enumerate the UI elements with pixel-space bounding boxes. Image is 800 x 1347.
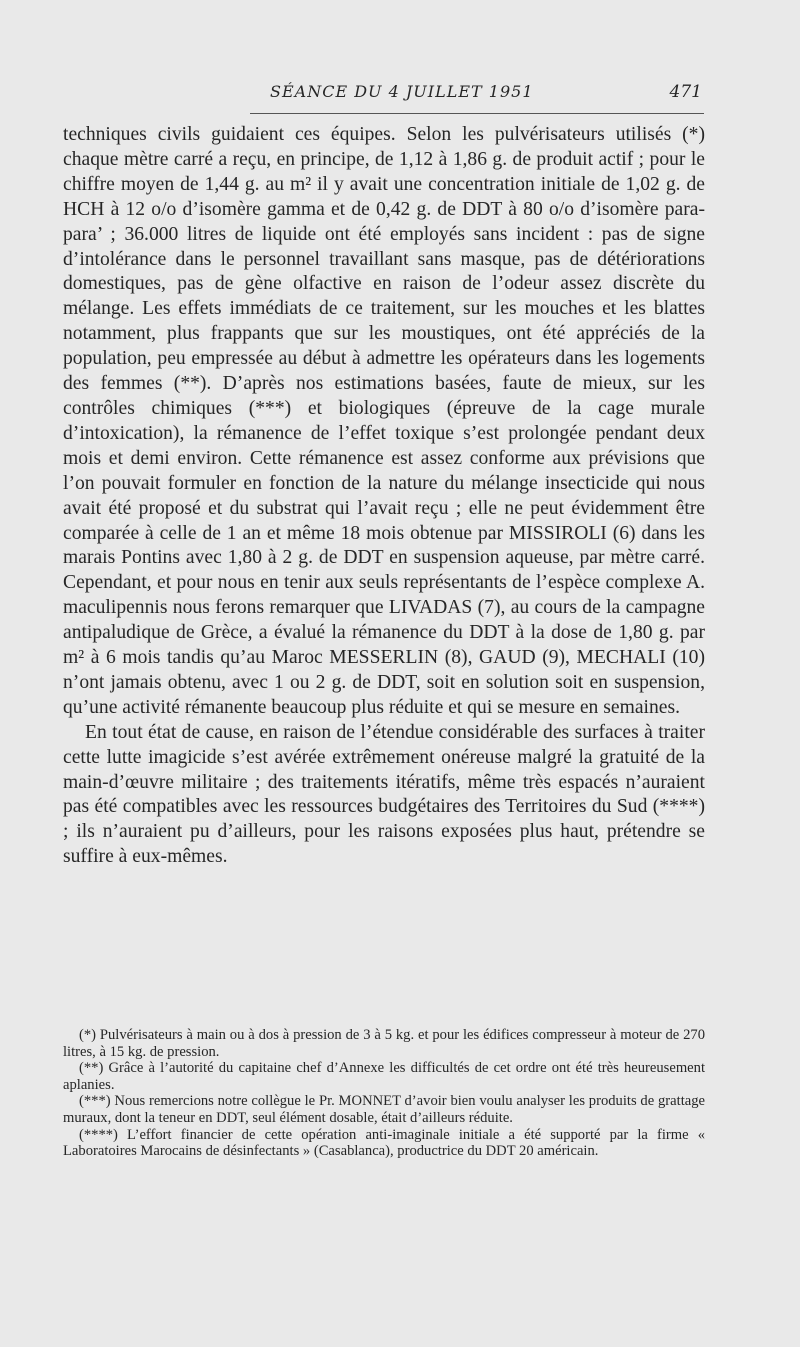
page-number: 471 <box>669 82 702 102</box>
footnote-4: (****) L’effort financier de cette opération anti-imaginale initiale a été supporté par la firme « Laboratoires Marocains de désinfectants » (Casablanca), productrice du DDT 20 américain. <box>63 1126 705 1160</box>
footnote-3: (***) Nous remercions notre collègue le Pr. MONNET d’avoir bien voulu analyser les produits de grattage muraux, dont la teneur en DDT, seul élément dosable, était d’ailleurs réduite. <box>63 1093 705 1126</box>
body-text <box>63 123 705 870</box>
paragraph-1: techniques civils guidaient ces équipes. Selon les pulvérisateurs utilisés (*) chaque mètre carré a reçu, en principe, de 1,12 à 1,86 g. de produit actif ; pour le chiffre moyen de 1,44 g. au m² il y avait une concentration initiale de 1,02 g. de HCH à 12 o/o d’isomère gamma et de 0,42 g. de DDT à 80 o/o d’isomère para-para’ ; 36.000 litres de liquide ont été employés sans incident : pas de signe d’intolérance dans le personnel travaillant sans masque, pas de détériorations domestiques, pas de gène olfactive en raison de l’odeur assez discrète du mélange. Les effets immédiats de ce traitement, sur les mouches et les blattes notamment, plus frappants que sur les moustiques, ont été appréciés de la population, peu empressée au début à admettre les opérateurs dans les logements des femmes (**). D’après nos estimations basées, faute de mieux, sur les contrôles chimiques (***) et biologiques (épreuve de la cage murale d’intoxication), la rémanence de l’effet toxique s’est prolongée pendant deux mois et demi environ. Cette rémanence est assez conforme aux prévisions que l’on pouvait formuler en fonction de la nature du mélange insecticide qui nous avait été proposé et du substrat qui l’avait reçu ; elle ne peut évidemment être comparée à celle de 1 an et même 18 mois obtenue par MISSIROLI (6) dans les marais Pontins avec 1,80 à 2 g. de DDT en suspension aqueuse, par mètre carré. Cependant, et pour nous en tenir aux seuls représentants de l’espèce complexe A. maculipennis nous ferons remarquer que LIVADAS (7), au cours de la campagne antipaludique de Grèce, a évalué la rémanence du DDT à la dose de 1,80 g. par m² à 6 mois tandis qu’au Maroc MESSERLIN (8), GAUD (9), MECHALI (10) n’ont jamais obtenu, avec 1 ou 2 g. de DDT, soit en solution soit en suspension, qu’une activité rémanente beaucoup plus réduite et qui se mesure en semaines. <box>63 124 705 718</box>
header-rule <box>250 113 704 114</box>
footnote-1: (*) Pulvérisateurs à main ou à dos à pression de 3 à 5 kg. et pour les édifices compresseur à moteur de 270 litres, à 15 kg. de pression. <box>63 1027 705 1060</box>
running-head: SÉANCE DU 4 JUILLET 1951 <box>270 82 534 101</box>
footnote-2: (**) Grâce à l’autorité du capitaine chef d’Annexe les difficultés de cet ordre ont été très heureusement aplanies. <box>63 1060 705 1093</box>
page-header <box>60 82 708 106</box>
paragraph-2: En tout état de cause, en raison de l’étendue considérable des surfaces à traiter cette lutte imagicide s’est avérée extrêmement onéreuse malgré la gratuité de la main-d’œuvre militaire ; des traitements itératifs, même très espacés n’auraient pas été compatibles avec les ressources budgétaires des Territoires du Sud (****) ; ils n’auraient pu d’ailleurs, pour les raisons exposées plus haut, prétendre se suffire à eux-mêmes. <box>63 721 705 868</box>
footnotes <box>63 1027 705 1160</box>
